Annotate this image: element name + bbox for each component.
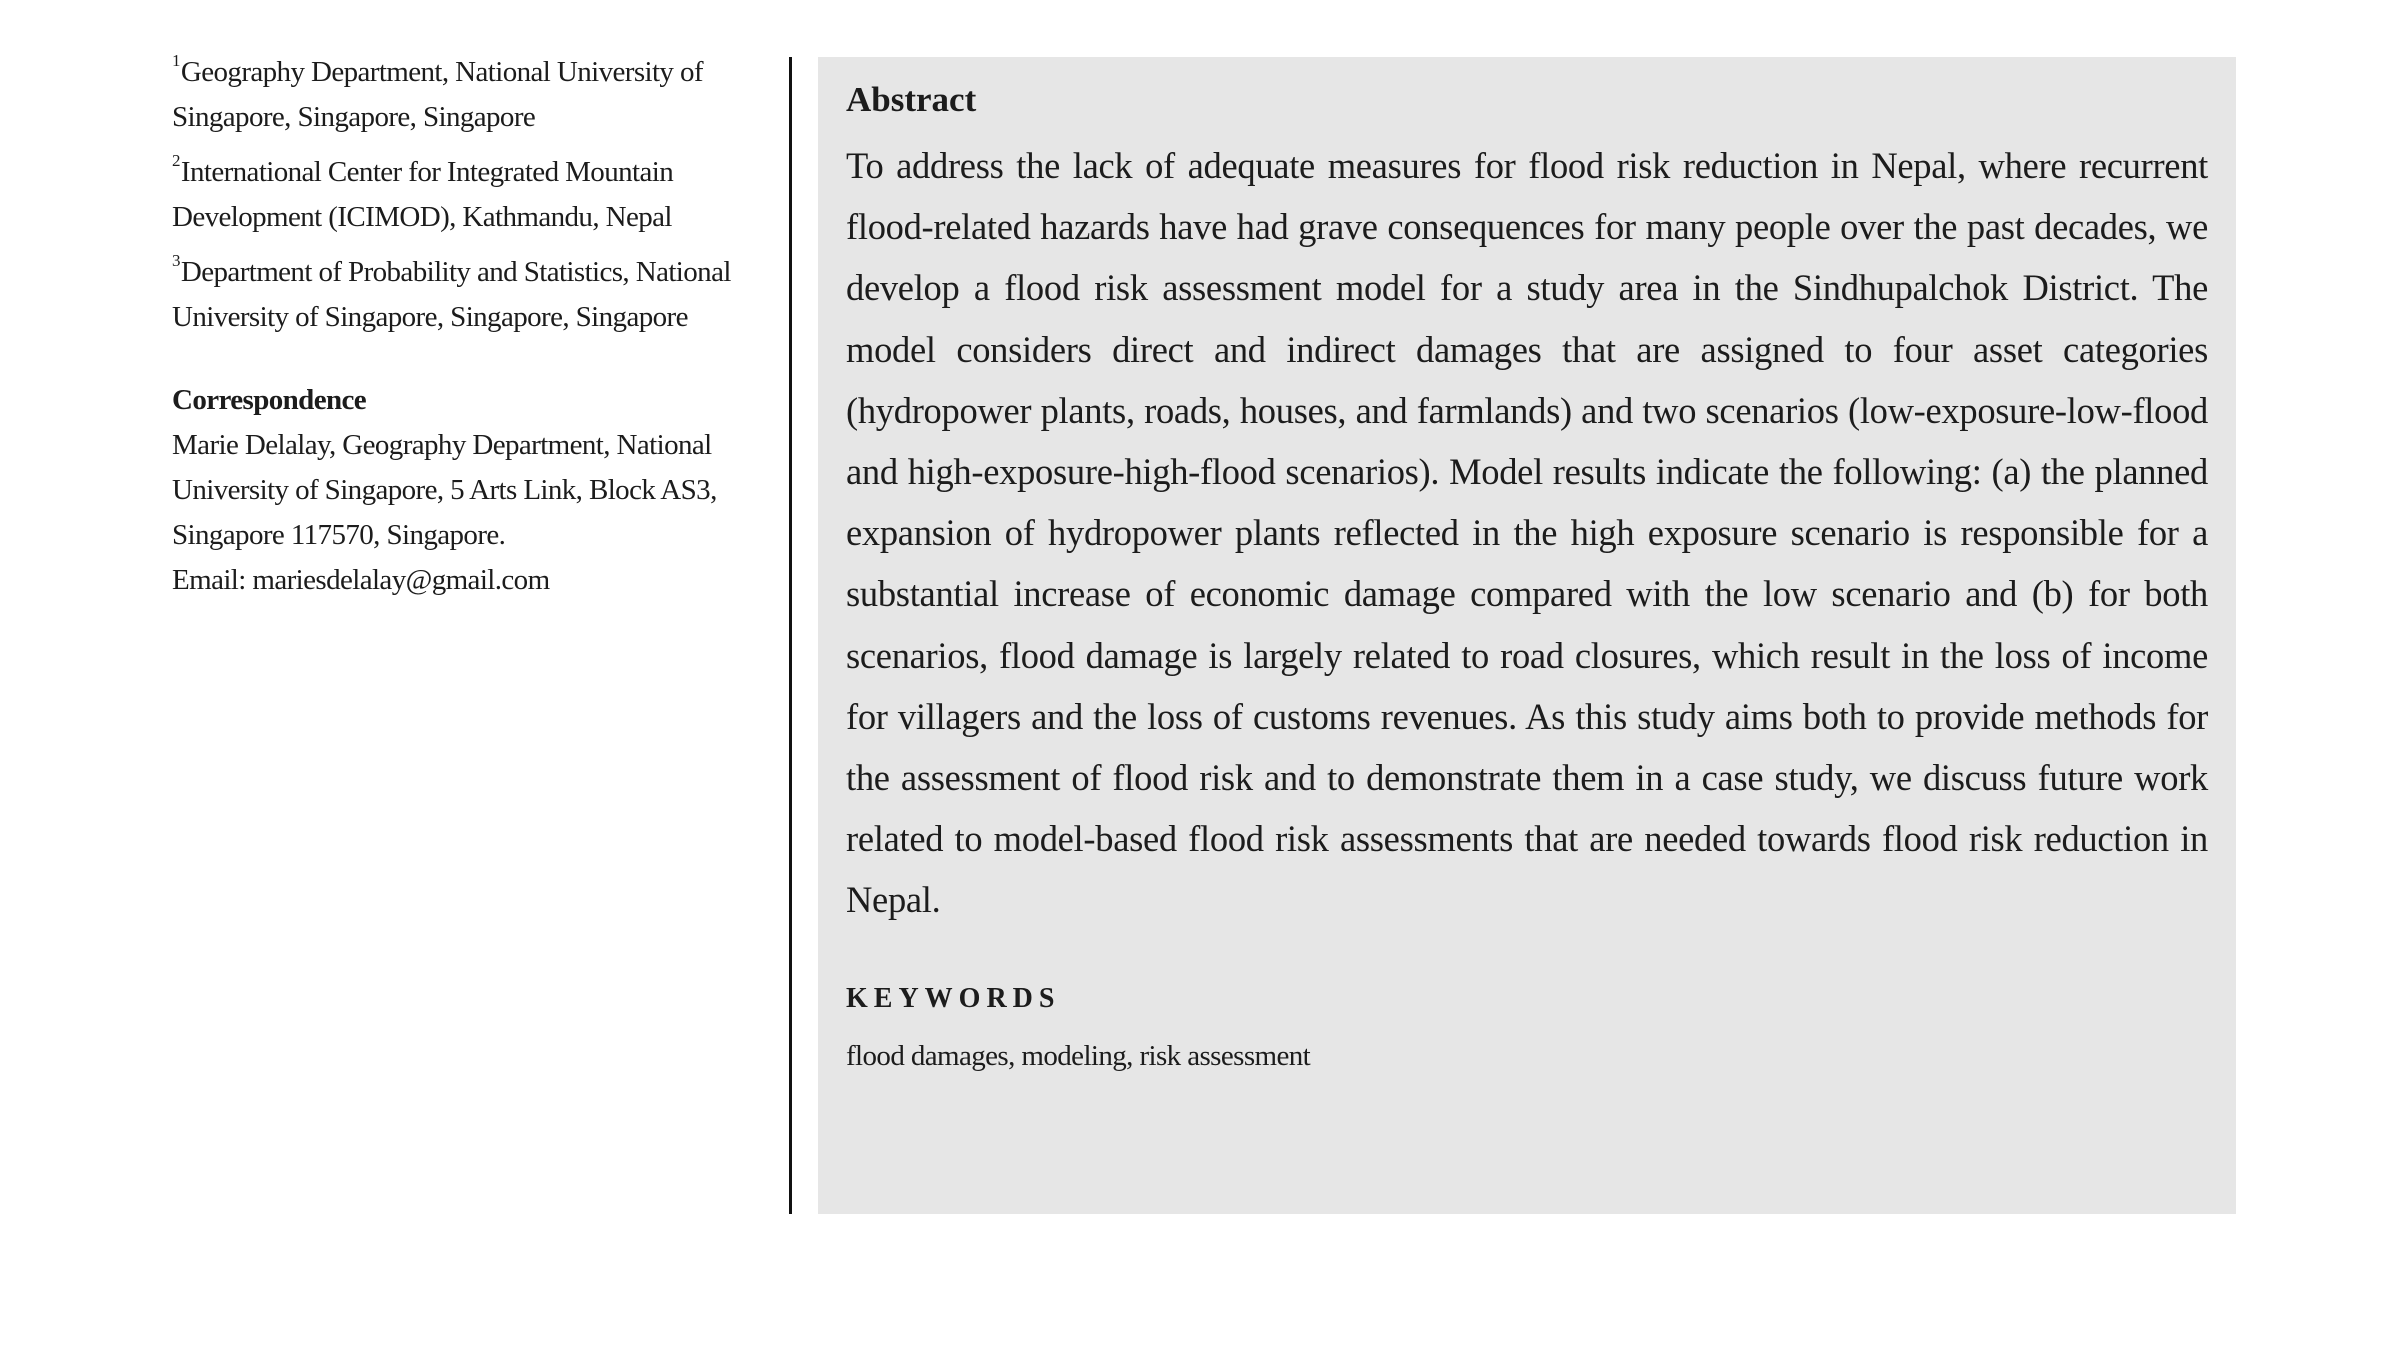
affiliation-2-marker: 2 [172,151,180,171]
affiliation-3 [172,250,762,340]
abstract-text: To address the lack of adequate measures for flood risk reduction in Nepal, where recurrent flood-related hazards have had grave consequences for many people over the past decades, we develop a flood risk assessment model for a study area in the Sindhupalchok District. The model considers direct and indirect damages that are assigned to four asset categories (hydropower plants, roads, houses, and farmlands) and two scenarios (low-exposure-low-flood and high-exposure-high-flood scenarios). Model results indicate the following: (a) the planned expansion of hydropower plants reflected in the high exposure scenario is responsible for a substantial increase of economic damage compared with the low scenario and (b) for both scenarios, flood damage is largely related to road closures, which result in the loss of income for villagers and the loss of customs revenues. As this study aims both to provide methods for the assessment of flood risk and to demonstrate them in a case study, we discuss future work related to model-based flood risk assessments that are needed towards flood risk reduction in Nepal. [846,145,2208,921]
author-info-column [172,50,762,603]
affiliation-3-marker: 3 [172,251,180,271]
affiliation-2 [172,150,762,240]
correspondence-email[interactable]: Email: mariesdelalay@gmail.com [172,564,550,596]
affiliation-3-text: Department of Probability and Statistics, National University of Singapore, Singapore, Singapore [172,256,731,333]
correspondence-address: Marie Delalay, Geography Department, National University of Singapore, 5 Arts Link, Block AS3, Singapore 117570, Singapore. [172,429,717,551]
abstract-heading: Abstract [846,80,977,119]
affiliation-1 [172,50,762,140]
keywords-heading: KEYWORDS [846,982,1061,1014]
column-divider [789,57,792,1214]
correspondence-heading: Correspondence [172,384,367,416]
affiliation-1-marker: 1 [172,51,180,71]
keywords-text: flood damages, modeling, risk assessment [846,1039,1311,1072]
affiliation-2-text: International Center for Integrated Mountain Development (ICIMOD), Kathmandu, Nepal [172,156,674,233]
affiliation-1-text: Geography Department, National University of Singapore, Singapore, Singapore [172,56,703,133]
abstract-box [818,57,2236,1214]
